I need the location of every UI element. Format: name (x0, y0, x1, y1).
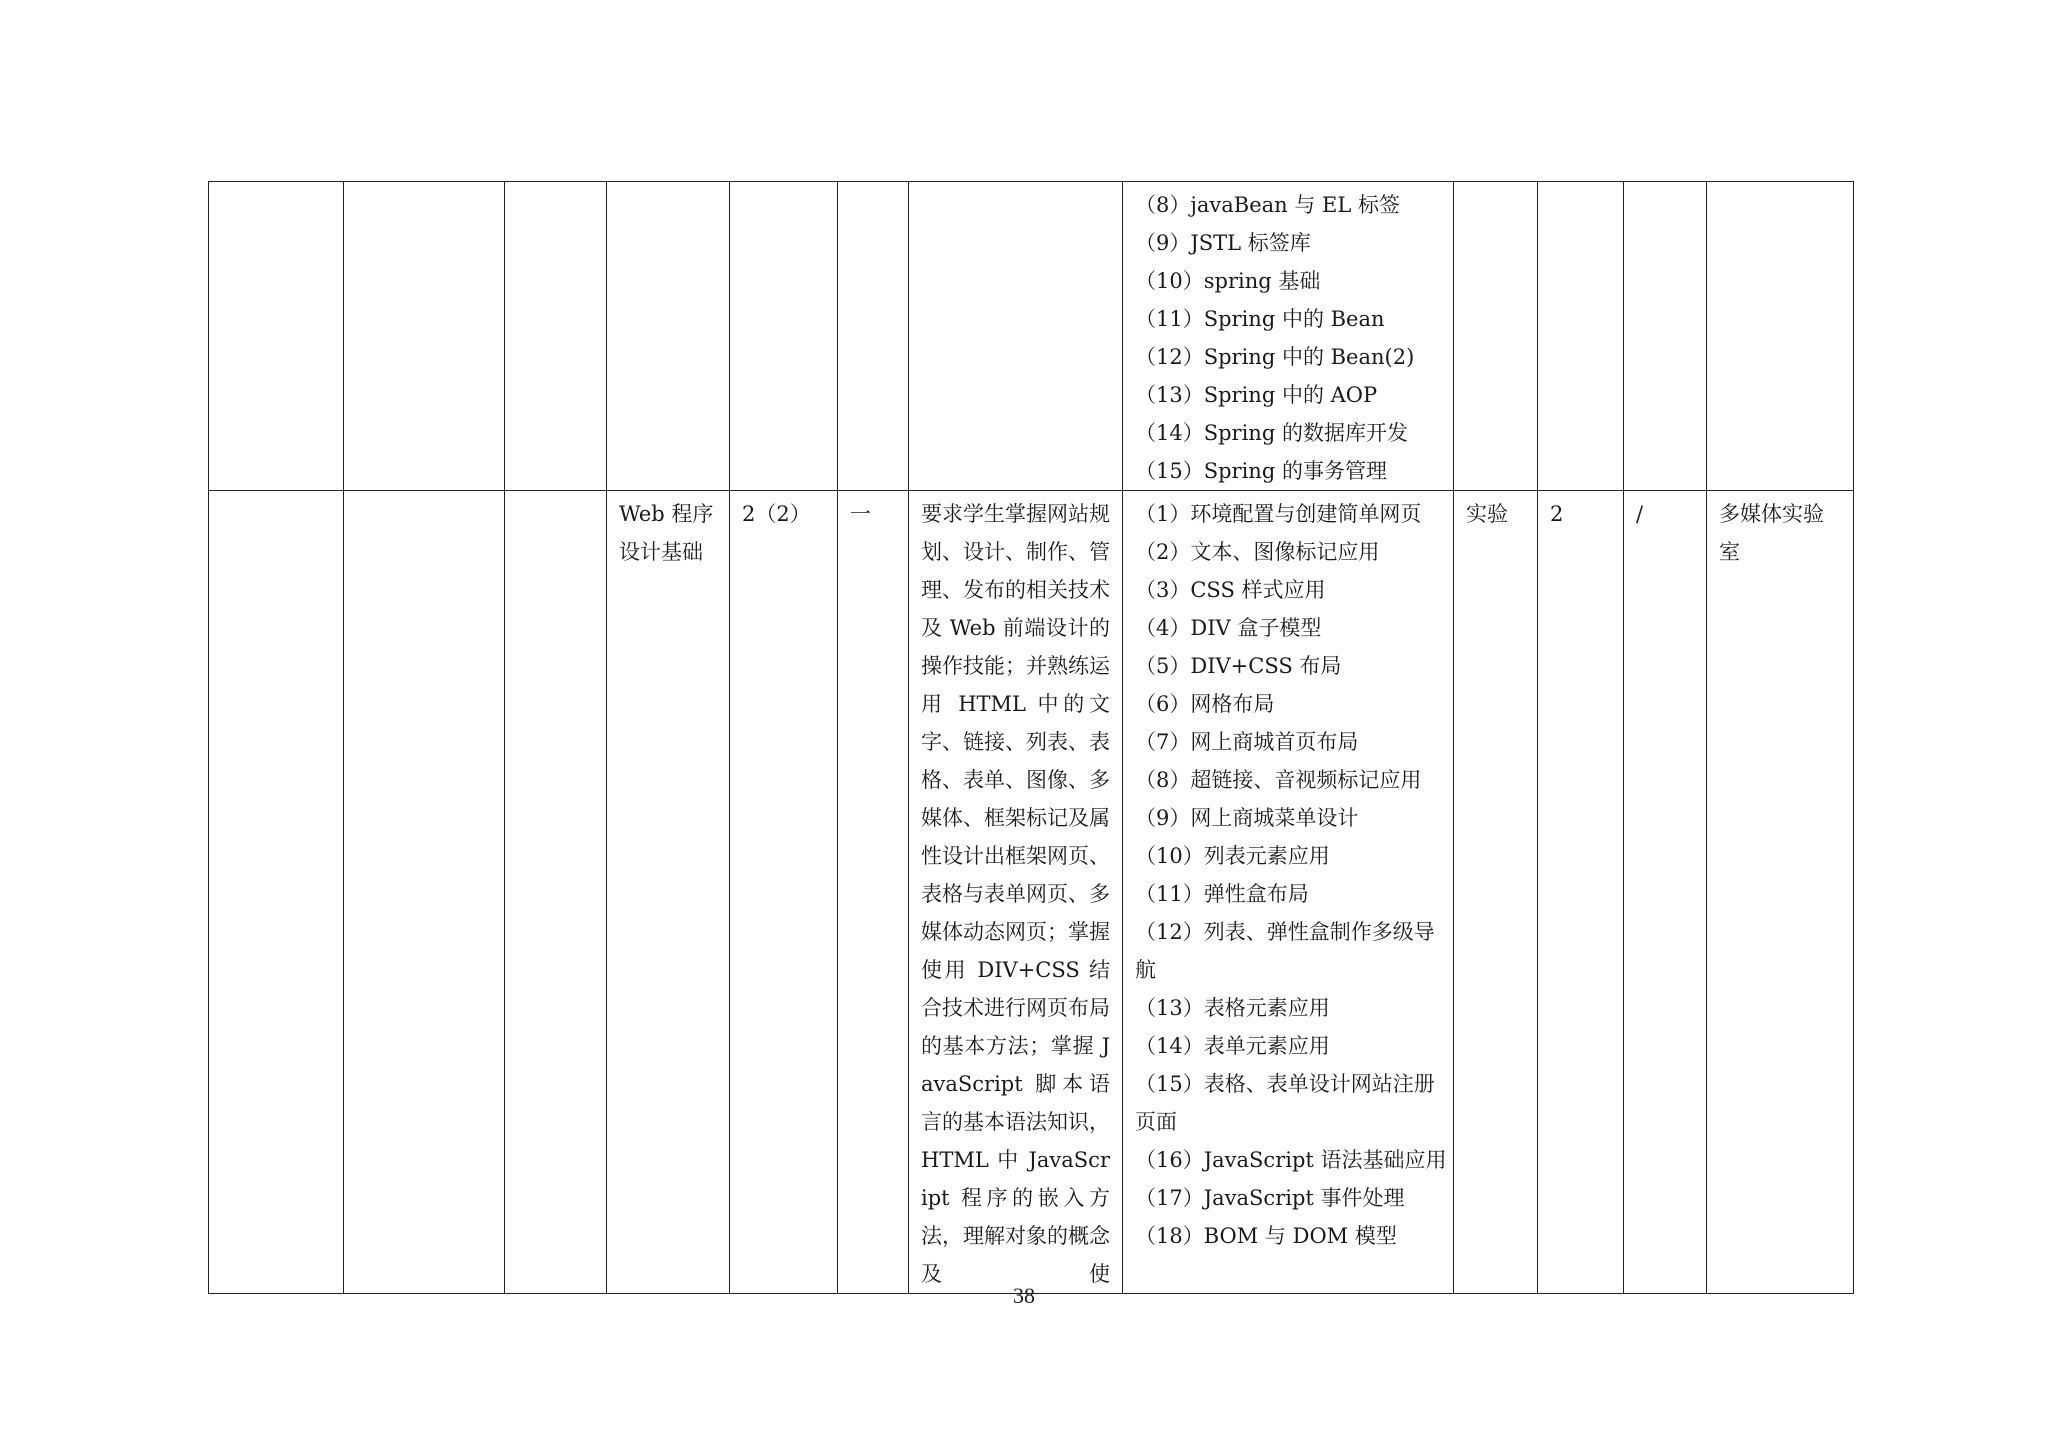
experiment-item: （11）弹性盒布局 (1135, 882, 1309, 906)
table-cell (1454, 182, 1538, 491)
credits-cell (730, 491, 838, 1294)
experiment-mark: / (1636, 502, 1644, 526)
experiment-item: （8）超链接、音视频标记应用 (1135, 768, 1422, 792)
experiment-item: （10）列表元素应用 (1135, 844, 1330, 868)
term-cell (838, 491, 909, 1294)
course-requirements: 要求学生掌握网站规划、设计、制作、管理、发布的相关技术及 Web 前端设计的操作技能；并熟练运用 HTML 中的文字、链接、列表、表格、表单、图像、多媒体、框架标记及属性设计出框架网页、表格与表单网页、多媒体动态网页；掌握使用 DIV+CSS 结合技术进行网页布局的基本方法；掌握 JavaScript 脚本语言的基本语法知识，HTML 中 JavaScript 程序的嵌入方法，理解对象的概念及使 (921, 502, 1110, 1286)
type-cell (1454, 491, 1538, 1294)
experiment-item: （7）网上商城首页布局 (1135, 730, 1359, 754)
experiment-item: （4）DIV 盒子模型 (1135, 616, 1322, 640)
table-cell (1624, 182, 1707, 491)
table-cell (730, 182, 838, 491)
table-cell (505, 491, 607, 1294)
experiment-item: （13）表格元素应用 (1135, 996, 1330, 1020)
table-row (209, 491, 1854, 1294)
experiment-item-list (1123, 491, 1453, 1255)
table-cell (909, 182, 1123, 491)
page-number: 38 (1013, 1283, 1035, 1308)
table-row (209, 182, 1854, 491)
experiment-hours: 2 (1550, 502, 1564, 526)
experiment-item-list (1123, 182, 1453, 490)
experiment-item: （3）CSS 样式应用 (1135, 578, 1326, 602)
table-cell (607, 182, 730, 491)
experiment-item: （13）Spring 中的 AOP (1135, 383, 1378, 407)
table-cell (505, 182, 607, 491)
table-cell (344, 182, 505, 491)
experiment-item: （14）Spring 的数据库开发 (1135, 421, 1408, 445)
experiment-item: （6）网格布局 (1135, 692, 1275, 716)
experiment-item: （5）DIV+CSS 布局 (1135, 654, 1342, 678)
table-cell (209, 182, 344, 491)
experiment-location: 多媒体实验室 (1719, 502, 1824, 564)
experiment-item: （1）环境配置与创建简单网页 (1135, 502, 1422, 526)
table-cell (1538, 182, 1624, 491)
experiment-item: （15）Spring 的事务管理 (1135, 459, 1387, 483)
requirements-cell (909, 491, 1123, 1294)
mark-cell (1624, 491, 1707, 1294)
experiment-items-cell (1123, 182, 1454, 491)
course-name: Web 程序设计基础 (619, 502, 714, 564)
experiment-item: （12）列表、弹性盒制作多级导航 (1135, 920, 1435, 982)
experiment-item: （2）文本、图像标记应用 (1135, 540, 1380, 564)
experiment-type: 实验 (1466, 502, 1508, 526)
curriculum-table (208, 181, 1854, 1294)
hours-cell (1538, 491, 1624, 1294)
experiment-item: （9）网上商城菜单设计 (1135, 806, 1359, 830)
table-cell (209, 491, 344, 1294)
course-credits: 2（2） (742, 502, 811, 526)
course-term: 一 (850, 502, 871, 526)
experiment-item: （14）表单元素应用 (1135, 1034, 1330, 1058)
course-name-cell (607, 491, 730, 1294)
experiment-item: （10）spring 基础 (1135, 269, 1321, 293)
experiment-item: （17）JavaScript 事件处理 (1135, 1186, 1405, 1210)
location-cell (1707, 491, 1854, 1294)
experiment-item: （9）JSTL 标签库 (1135, 231, 1311, 255)
table-cell (1707, 182, 1854, 491)
table-cell (838, 182, 909, 491)
experiment-item: （8）javaBean 与 EL 标签 (1135, 193, 1400, 217)
experiment-item: （12）Spring 中的 Bean(2) (1135, 345, 1415, 369)
experiment-item: （11）Spring 中的 Bean (1135, 307, 1385, 331)
experiment-items-cell (1123, 491, 1454, 1294)
experiment-item: （16）JavaScript 语法基础应用 (1135, 1148, 1447, 1172)
experiment-item: （18）BOM 与 DOM 模型 (1135, 1224, 1397, 1248)
table-cell (344, 491, 505, 1294)
experiment-item: （15）表格、表单设计网站注册页面 (1135, 1072, 1435, 1134)
